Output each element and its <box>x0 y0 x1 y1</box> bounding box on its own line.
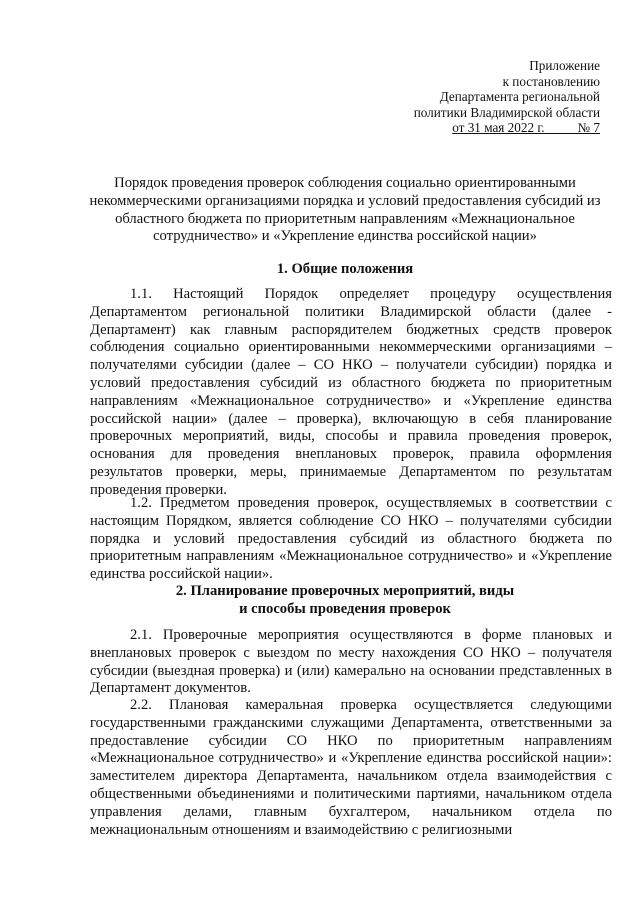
paragraph-1-2: 1.2. Предметом проведения проверок, осуществляемых в соответствии с настоящим Порядком, является соблюдение СО НКО – получателями субсидии порядка и условий предоставления субсидий из областного бюджета по приоритетным направлениям «Межнациональное сотрудничество» и «Укрепление единства российской нации». <box>90 495 612 583</box>
section-2-heading-line: и способы проведения проверок <box>239 600 451 617</box>
appendix-block <box>340 58 600 136</box>
appendix-line: Приложение <box>529 58 600 73</box>
section-2-heading-line: 2. Планирование проверочных мероприятий, виды <box>175 583 515 599</box>
appendix-line: политики Владимирской области <box>413 104 600 120</box>
document-title: Порядок проведения проверок соблюдения социально ориентированными некоммерческими организациями порядка и условий предоставления субсидий из областного бюджета по приоритетным направлениям «Межнациональное сотрудничество» и «Укрепление единства российской нации» <box>89 175 601 245</box>
section-2-heading <box>90 583 600 619</box>
paragraph-2-1: 2.1. Проверочные мероприятия осуществляются в форме плановых и внеплановых проверок с выездом по месту нахождения СО НКО – получателя субсидии (выездная проверка) и (или) камерально на основании представленных в Департамент документов. <box>90 627 612 697</box>
paragraph-1-1: 1.1. Настоящий Порядок определяет процедуру осуществления Департаментом региональной политики Владимирской области (далее - Департамент) как главным распорядителем бюджетных средств проверок соблюдения социально ориентированными некоммерческими организациями – получателями субсидии (далее – СО НКО – получатели субсидии) порядка и условий предоставления субсидий из областного бюджета по приоритетным направлениям «Межнациональное сотрудничество» и «Укрепление единства российской нации» (далее – проверка), включающую в себя планирование проверочных мероприятий, виды, способы и правила проведения проверок, основания для проведения внеплановых проверок, правила оформления результатов проверки, меры, принимаемые Департаментом по результатам проведения проверки. <box>90 286 612 498</box>
paragraph-2-2: 2.2. Плановая камеральная проверка осуществляется следующими государственными гражданскими служащими Департамента, ответственными за предоставление субсидии СО НКО по приоритетным направлениям «Межнациональное сотрудничество» и «Укрепление единства российской нации»: заместителем директора Департамента, начальником отдела взаимодействия с общественными объединениями и политическими партиями, начальником отдела управления делами, главным бухгалтером, начальником отдела по межнациональным отношениям и взаимодействию с религиозными <box>90 697 612 838</box>
appendix-line: Департамента региональной <box>439 89 600 105</box>
section-1-heading: 1. Общие положения <box>276 261 414 277</box>
appendix-date-number: от 31 мая 2022 г. № 7 <box>452 120 600 136</box>
appendix-line: к постановлению <box>502 73 600 89</box>
